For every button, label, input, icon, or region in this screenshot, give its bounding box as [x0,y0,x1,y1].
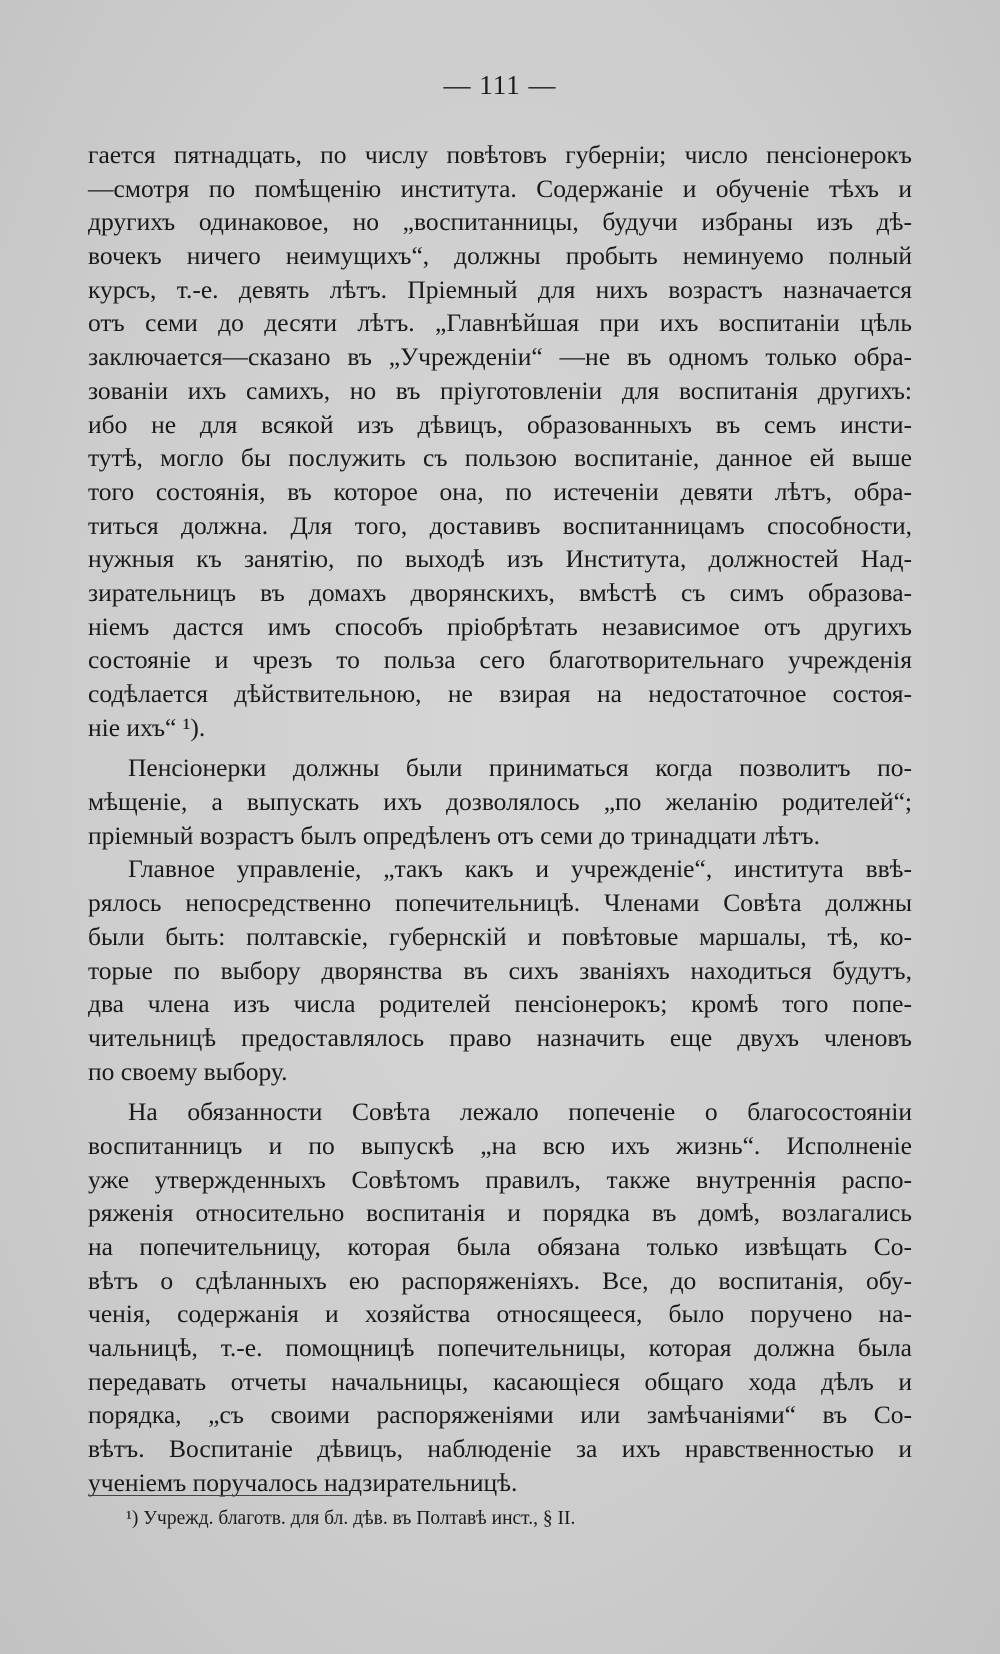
text-line: гается пятнадцать, по числу повѣтовъ губерніи; число пенсіонерокъ [88,140,912,169]
text-line: нужныя къ занятію, по выходѣ изъ Института, должностей Над- [88,544,912,574]
text-line: порядка, „съ своими распоряженіями или замѣчаніями“ въ Со- [88,1400,912,1430]
text-line: тутѣ, могло бы послужить съ пользою воспитаніе, данное ей выше [88,443,912,473]
text-line: ніе ихъ“ ¹). [88,712,206,742]
text-line: чительницѣ предоставлялось право назначить еще двухъ членовъ [88,1022,912,1052]
text-line: другихъ одинаковое, но „воспитанницы, будучи избраны изъ дѣ- [88,207,912,237]
text-line: ряженія относительно воспитанія и порядка въ домѣ, возлагались [88,1198,912,1228]
text-line: Пенсіонерки должны были приниматься когда позволитъ по- [128,753,912,783]
text-line: рялось непосредственно попечительницѣ. Членами Совѣта должны [88,888,912,918]
text-line: содѣлается дѣйствительною, не взирая на недостаточное состоя- [88,679,912,708]
text-line: ученіемъ поручалось надзирательницѣ. [88,1467,518,1497]
text-line: по своему выбору. [88,1056,288,1086]
text-line: пріемный возрастъ былъ опредѣленъ отъ семи до тринадцати лѣтъ. [88,820,820,850]
text-line: заключается—сказано въ „Учрежденіи“ —не въ одномъ только обра- [88,342,912,372]
text-line: —смотря по помѣщенію института. Содержаніе и обученіе тѣхъ и [88,173,912,203]
text-line: передавать отчеты начальницы, касающіеся общаго хода дѣлъ и [88,1366,912,1396]
text-line: на попечительницу, которая была обязана только извѣщать Со- [88,1232,912,1261]
text-line: ченія, содержанія и хозяйства относящееся, было поручено на- [88,1299,912,1329]
text-line: отъ семи до десяти лѣтъ. „Главнѣйшая при ихъ воспитаніи цѣль [88,308,912,338]
text-line: вѣтъ о сдѣланныхъ ею распоряженіяхъ. Все, до воспитанія, обу- [88,1265,912,1295]
text-line: зованіи ихъ самихъ, но въ пріуготовленіи для воспитанія другихъ: [88,375,912,405]
text-line: вочекъ ничего неимущихъ“, должны пробыть неминуемо полный [88,241,912,271]
text-line: были быть: полтавскіе, губернскій и повѣтовые маршалы, тѣ, ко- [88,921,912,951]
text-line: зирательницъ въ домахъ дворянскихъ, вмѣстѣ съ симъ образова- [88,577,912,607]
text-line: ніемъ дастся имъ способъ пріобрѣтать независимое отъ другихъ [88,611,912,641]
footnote: ¹) Учрежд. благотв. для бл. дѣв. въ Полтавѣ инст., § II. [126,1508,576,1529]
page-number: — 111 — [443,70,557,100]
body-text [88,138,912,1500]
text-line: чальницѣ, т.-е. помощницѣ попечительницы, которая должна была [88,1333,912,1363]
footnote-separator [88,1495,350,1496]
text-line: состояніе и чрезъ то польза сего благотворительнаго учрежденія [88,645,912,675]
text-line: уже утвержденныхъ Совѣтомъ правилъ, также внутреннія распо- [88,1164,912,1194]
text-line: На обязанности Совѣта лежало попеченіе о благосостояніи [128,1097,912,1127]
text-line: Главное управленіе, „такъ какъ и учрежденіе“, института ввѣ- [128,854,912,884]
text-line: вѣтъ. Воспитаніе дѣвицъ, наблюденіе за ихъ нравственностью и [88,1434,912,1464]
text-line: два члена изъ числа родителей пенсіонерокъ; кромѣ того попе- [88,989,912,1019]
text-line: курсъ, т.-е. девять лѣтъ. Пріемный для нихъ возрастъ назначается [88,274,912,304]
text-line: ибо не для всякой изъ дѣвицъ, образованныхъ въ семъ инсти- [88,409,912,439]
text-line: титься должна. Для того, доставивъ воспитанницамъ способности, [88,510,912,540]
text-line: торые по выбору дворянства въ сихъ званіяхъ находиться будутъ, [88,955,912,985]
paragraph-gap [88,1088,912,1095]
paragraph-gap [88,744,912,751]
text-line: мѣщеніе, а выпускать ихъ дозволялось „по желанію родителей“; [88,787,912,817]
text-line: того состоянія, въ которое она, по истеченіи девяти лѣтъ, обра- [88,476,912,506]
text-line: воспитанницъ и по выпускѣ „на всю ихъ жизнь“. Исполненіе [88,1130,912,1160]
